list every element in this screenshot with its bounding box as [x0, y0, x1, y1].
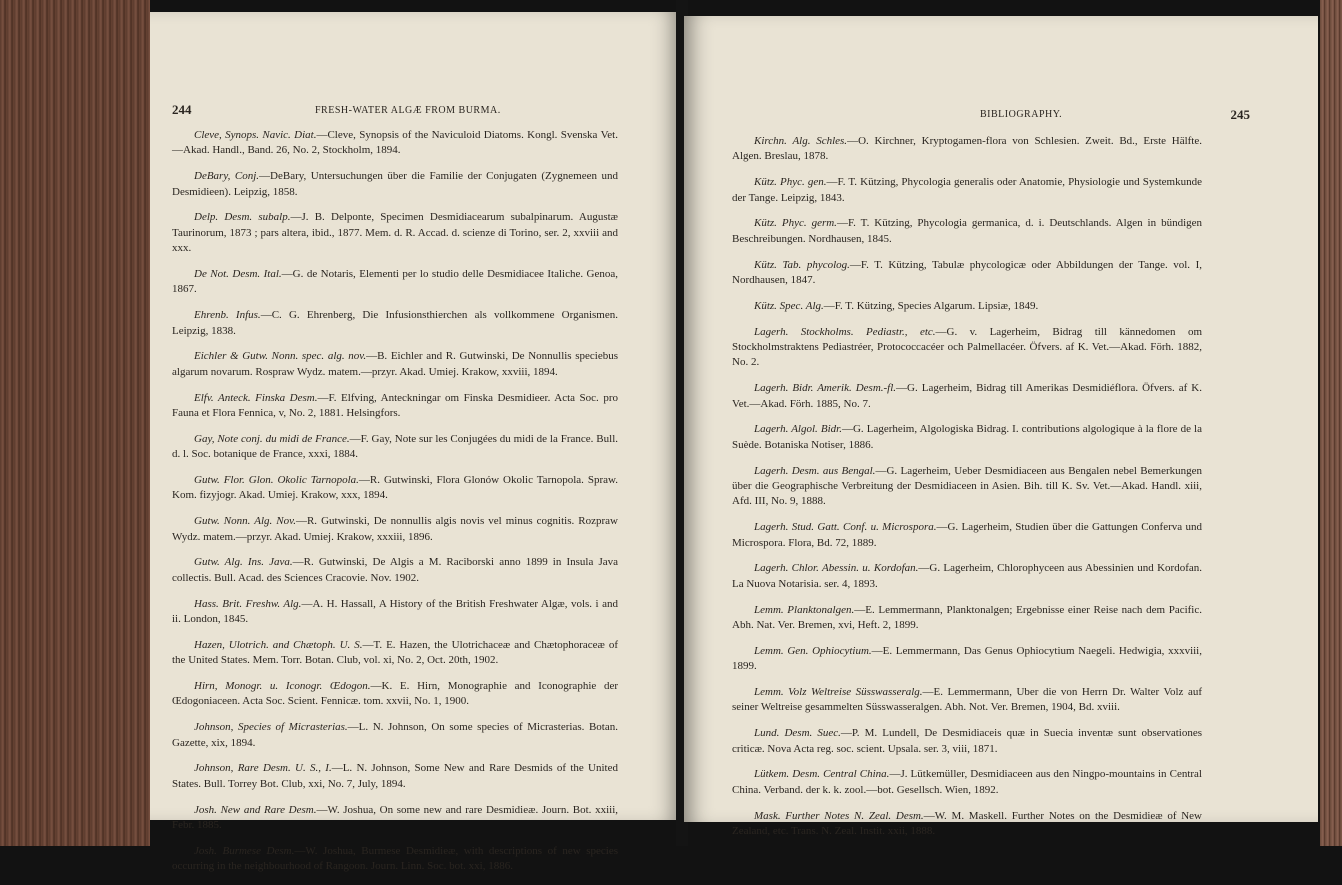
- entry-citation: —B. Eichler and R. Gutwinski, De Nonnullis speciebus algarum novarum. Rospraw Wydz. matem.—przyr. Akad. Umiej. Krakow, xxviii, 1894.: [172, 350, 618, 378]
- left-page: [150, 12, 680, 873]
- entry-citation: —G. de Notaris, Elementi per lo studio delle Desmidiacee Italiche. Genoa, 1867.: [172, 268, 619, 296]
- bibliography-entry: [172, 679, 618, 710]
- book-edge-right: [1320, 0, 1342, 846]
- bibliography-entry: [732, 134, 1202, 165]
- entry-citation: —F. T. Kützing, Phycologia germanica, d. i. Deutschlands. Algen in bündigen Beschreibungen. Nordhausen, 1845.: [732, 217, 1203, 245]
- entry-abbreviation: DeBary, Conj.: [194, 170, 260, 183]
- entry-abbreviation: Lagerh. Bidr. Amerik. Desm.-fl.: [754, 382, 897, 395]
- bibliography-entry: [732, 767, 1202, 798]
- entry-abbreviation: Lund. Desm. Suec.: [754, 727, 841, 740]
- running-head-left: FRESH-WATER ALGÆ FROM BURMA.: [315, 105, 501, 116]
- bibliography-entry: [732, 520, 1202, 551]
- bibliography-entry: [172, 210, 618, 256]
- bibliography-list-left: [172, 128, 618, 885]
- bibliography-entry: [172, 432, 618, 463]
- bibliography-entry: [732, 726, 1202, 757]
- entry-abbreviation: Lemm. Volz Weltreise Süsswasseralg.: [754, 686, 923, 699]
- bibliography-entry: [172, 555, 618, 586]
- entry-abbreviation: De Not. Desm. Ital.: [194, 268, 282, 281]
- bibliography-entry: [172, 597, 618, 628]
- bibliography-entry: [172, 169, 618, 200]
- entry-citation: —W. Joshua, On some new and rare Desmidieæ. Journ. Bot. xxiii, Febr. 1885.: [172, 803, 618, 832]
- right-page: [684, 16, 1318, 838]
- entry-citation: —F. Elfving, Anteckningar om Finska Desmidieer. Acta Soc. pro Fauna et Flora Fennica, v, No. 2, 1881. Helsingfors.: [172, 391, 618, 420]
- entry-citation: —R. Gutwinski, Flora Glonów Okolic Tarnopola. Spraw. Kom. fizyjogr. Akad. Umiej. Krakow, xxx, 1894.: [172, 474, 619, 502]
- entry-abbreviation: Gutw. Nonn. Alg. Nov.: [194, 515, 296, 528]
- bibliography-list-right: [732, 134, 1202, 850]
- bibliography-entry: [732, 381, 1202, 412]
- entry-abbreviation: Kütz. Phyc. gen.: [754, 176, 827, 189]
- entry-citation: —E. Lemmermann, Uber die von Herrn Dr. Walter Volz auf seiner Weltreise gesammelten Süsswasseralgen. Abh. Not. Ver. Bremen, 1904, Bd. xviii.: [732, 686, 1202, 714]
- bibliography-entry: [172, 638, 618, 669]
- bibliography-entry: [732, 809, 1202, 840]
- entry-citation: —G. Lagerheim, Bidrag till Amerikas Desmidiéflora. Öfvers. af K. Vet.—Akad. Förh. 1885, No. 7.: [732, 382, 1202, 410]
- bibliography-entry: [732, 258, 1202, 289]
- entry-citation: —W. Joshua, Burmese Desmidieæ, with descriptions of new species occurring in the neighbourhood of Rangoon. Journ. Linn. Soc. bot. xxi, 1886.: [172, 844, 618, 873]
- entry-abbreviation: Gutw. Flor. Glon. Okolic Tarnopola.: [194, 474, 359, 487]
- entry-citation: —F. T. Kützing, Tabulæ phycologicæ oder Abbildungen der Tange. vol. I, Nordhausen, 1847.: [732, 258, 1203, 287]
- bibliography-entry: [172, 803, 618, 834]
- entry-citation: —Cleve, Synopsis of the Naviculoid Diatoms. Kongl. Svenska Vet.—Akad. Handl., Band. 26, No. 2, Stockholm, 1894.: [172, 129, 618, 157]
- bibliography-entry: [172, 720, 618, 751]
- entry-citation: —G. Lagerheim, Algologiska Bidrag. I. contributions algologique à la flore de la Suède. Botaniska Notiser, 1886.: [732, 423, 1202, 451]
- bibliography-entry: [172, 473, 618, 504]
- entry-citation: —E. Lemmermann, Das Genus Ophiocytium Naegeli. Hedwigia, xxxviii, 1899.: [732, 644, 1202, 673]
- entry-citation: —G. Lagerheim, Studien über die Gattungen Conferva und Microspora. Flora, Bd. 72, 1889.: [732, 521, 1203, 549]
- entry-abbreviation: Lemm. Planktonalgen.: [754, 603, 855, 616]
- bibliography-entry: [732, 216, 1202, 247]
- bibliography-entry: [172, 308, 618, 339]
- entry-abbreviation: Mask. Further Notes N. Zeal. Desm.: [754, 809, 924, 822]
- bibliography-entry: [732, 464, 1202, 510]
- entry-abbreviation: Gay, Note conj. du midi de France.: [194, 432, 350, 445]
- book-edge-left: [0, 0, 150, 846]
- entry-citation: —J. Lütkemüller, Desmidiaceen aus den Ningpo-mountains in Central China. Verband. der k. k. zool.—bot. Gesellsch. Wien, 1892.: [732, 768, 1202, 796]
- entry-citation: —DeBary, Untersuchungen über die Familie der Conjugaten (Zygnemeen und Desmidieen). Leipzig, 1858.: [172, 170, 618, 198]
- bibliography-entry: [172, 761, 618, 792]
- bibliography-entry: [732, 561, 1202, 592]
- entry-abbreviation: Johnson, Species of Micrasterias.: [194, 721, 348, 734]
- entry-abbreviation: Kirchn. Alg. Schles.: [754, 135, 848, 147]
- entry-citation: —C. G. Ehrenberg, Die Infusionsthierchen als vollkommene Organismen. Leipzig, 1838.: [172, 309, 618, 337]
- entry-abbreviation: Kütz. Spec. Alg.: [754, 299, 824, 312]
- entry-abbreviation: Josh. New and Rare Desm.: [194, 803, 317, 816]
- entry-citation: —A. H. Hassall, A History of the British Freshwater Algæ, vols. i and ii. London, 1845.: [172, 597, 618, 626]
- entry-abbreviation: Cleve, Synops. Navic. Diat.: [194, 129, 317, 141]
- bibliography-entry: [732, 603, 1202, 634]
- entry-abbreviation: Kütz. Phyc. germ.: [754, 217, 837, 230]
- entry-citation: —F. T. Kützing, Phycologia generalis oder Anatomie, Physiologie und Systemkunde der Tange. Leipzig, 1843.: [732, 176, 1202, 204]
- page-number-left: 244: [172, 102, 192, 117]
- entry-abbreviation: Lagerh. Desm. aus Bengal.: [754, 464, 876, 477]
- entry-citation: —R. Gutwinski, De Algis a M. Raciborski anno 1899 in Insula Java collectis. Bull. Acad. des Sciences Cracovie. Nov. 1902.: [172, 556, 618, 584]
- entry-abbreviation: Hirn, Monogr. u. Iconogr. Œdogon.: [194, 680, 371, 693]
- entry-abbreviation: Lemm. Gen. Ophiocytium.: [754, 644, 872, 657]
- entry-citation: —T. E. Hazen, the Ulotrichaceæ and Chætophoraceæ of the United States. Mem. Torr. Botan. Club, vol. xi, No. 2, Oct. 20th, 1902.: [172, 638, 618, 667]
- entry-abbreviation: Lagerh. Algol. Bidr.: [754, 423, 842, 436]
- entry-citation: —G. v. Lagerheim, Bidrag till kännedomen om Stockholmstraktens Pediastréer, Protococcacéer och Palmellacéer. Öfvers. af K. Vet.—Akad. Förh. 1882, No. 2.: [732, 325, 1203, 369]
- page-number-right: 245: [1230, 107, 1250, 122]
- bibliography-entry: [172, 844, 618, 875]
- bibliography-entry: [172, 128, 618, 159]
- bibliography-entry: [172, 391, 618, 422]
- bibliography-entry: [172, 267, 618, 298]
- entry-citation: —W. M. Maskell. Further Notes on the Desmidieæ of New Zealand, etc. Trans. N. Zeal. Instit. xxii, 1888.: [732, 809, 1202, 838]
- bibliography-entry: [172, 514, 618, 545]
- bibliography-entry: [732, 325, 1202, 371]
- entry-abbreviation: Hass. Brit. Freshw. Alg.: [194, 597, 302, 610]
- entry-abbreviation: Ehrenb. Infus.: [194, 309, 261, 322]
- entry-citation: —L. N. Johnson, On some species of Micrasterias. Botan. Gazette, xix, 1894.: [172, 721, 618, 749]
- entry-abbreviation: Gutw. Alg. Ins. Java.: [194, 556, 293, 569]
- entry-citation: —G. Lagerheim, Chlorophyceen aus Abessinien und Kordofan. La Nuova Notarisia. ser. 4, 1893.: [732, 562, 1202, 590]
- entry-abbreviation: Hazen, Ulotrich. and Chætoph. U. S.: [194, 638, 363, 651]
- entry-citation: —O. Kirchner, Kryptogamen-flora von Schlesien. Zweit. Bd., Erste Hälfte. Algen. Breslau, 1878.: [732, 135, 1202, 163]
- entry-citation: —K. E. Hirn, Monographie and Iconographie der Œdogoniaceen. Acta Soc. Scient. Fennicæ. tom. xxvii, No. 1, 1900.: [172, 680, 618, 708]
- bibliography-entry: [732, 422, 1202, 453]
- entry-citation: —L. N. Johnson, Some New and Rare Desmids of the United States. Bull. Torrey Bot. Club, xxi, No. 7, July, 1894.: [172, 762, 618, 790]
- bibliography-entry: [732, 175, 1202, 206]
- entry-abbreviation: Lagerh. Stockholms. Pediastr., etc.: [754, 325, 936, 338]
- entry-abbreviation: Eichler & Gutw. Nonn. spec. alg. nov.: [194, 350, 367, 363]
- entry-abbreviation: Elfv. Anteck. Finska Desm.: [194, 391, 318, 404]
- running-head-right: BIBLIOGRAPHY.: [980, 109, 1063, 120]
- entry-citation: —F. Gay, Note sur les Conjugées du midi de la France. Bull. d. l. Soc. botanique de France, xxxi, 1884.: [172, 432, 619, 461]
- entry-citation: —G. Lagerheim, Ueber Desmidiaceen aus Bengalen nebel Bemerkungen über die Geographische Verbreitung der Desmidiaceen in Asien. Bih. till K. Sv. Vet.—Akad. Handl. xiii, Afd. III, No. 9, 1888.: [732, 464, 1202, 508]
- bibliography-entry: [732, 644, 1202, 675]
- bibliography-entry: [732, 299, 1202, 314]
- entry-citation: —F. T. Kützing, Species Algarum. Lipsiæ, 1849.: [823, 299, 1039, 312]
- entry-abbreviation: Delp. Desm. subalp.: [194, 211, 291, 224]
- entry-citation: —P. M. Lundell, De Desmidiaceis quæ in Suecia inventæ sunt observationes criticæ. Nova Acta reg. soc. scient. Upsala. ser. 3, viii, 1871.: [732, 727, 1202, 755]
- entry-abbreviation: Johnson, Rare Desm. U. S., I.: [194, 762, 332, 775]
- entry-citation: —R. Gutwinski, De nonnullis algis novis vel minus cognitis. Rozpraw Wydz. matem.—przyr. Akad. Umiej. Krakow, xxxiii, 1896.: [172, 515, 619, 543]
- entry-abbreviation: Lütkem. Desm. Central China.: [754, 768, 890, 781]
- entry-abbreviation: Josh. Burmese Desm.: [194, 844, 295, 857]
- entry-abbreviation: Lagerh. Chlor. Abessin. u. Kordofan.: [754, 562, 919, 575]
- entry-citation: —E. Lemmermann, Planktonalgen; Ergebnisse einer Reise nach dem Pacific. Abh. Nat. Ver. Bremen, xvi, Heft. 2, 1899.: [732, 603, 1202, 632]
- bibliography-entry: [172, 349, 618, 380]
- bibliography-entry: [732, 685, 1202, 716]
- entry-abbreviation: Lagerh. Stud. Gatt. Conf. u. Microspora.: [754, 521, 937, 534]
- entry-abbreviation: Kütz. Tab. phycolog.: [754, 258, 850, 271]
- entry-citation: —J. B. Delponte, Specimen Desmidiacearum subalpinarum. Augustæ Taurinorum, 1873 ; pars altera, ibid., 1877. Mem. d. R. Accad. d. scienze di Torino, ser. 2, xxviii and xxx.: [172, 211, 618, 255]
